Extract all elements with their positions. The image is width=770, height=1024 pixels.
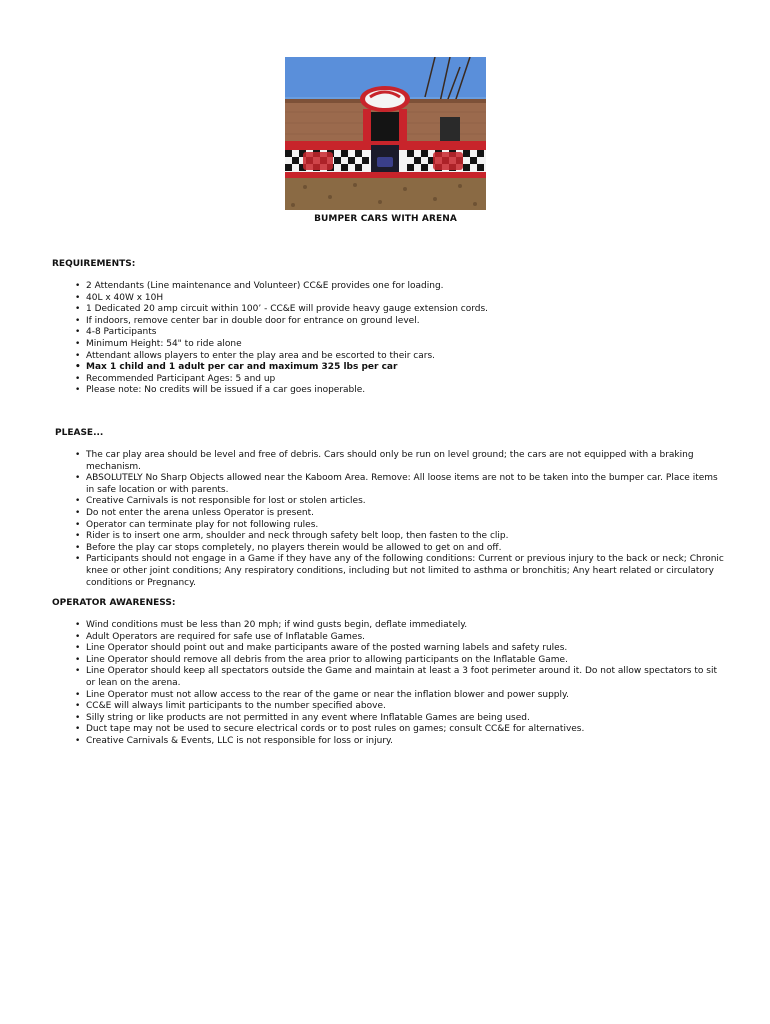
list-item: • If indoors, remove center bar in double door for entrance on ground level.: [75, 316, 725, 328]
photo-caption: BUMPER CARS WITH ARENA: [314, 214, 457, 224]
list-item: • Rider is to insert one arm, shoulder and neck through safety belt loop, then fasten to the clip.: [75, 531, 725, 543]
list-item: • Line Operator must not allow access to the rear of the game or near the inflation blower and power supply.: [75, 690, 725, 702]
list-item: • Adult Operators are required for safe use of Inflatable Games.: [75, 632, 725, 644]
list-item: • Silly string or like products are not permitted in any event where Inflatable Games are being used.: [75, 713, 725, 725]
list-item: • Creative Carnivals & Events, LLC is not responsible for loss or injury.: [75, 736, 725, 748]
list-item: • Operator can terminate play for not following rules.: [75, 520, 725, 532]
list-item: • Line Operator should point out and make participants aware of the posted warning labels and safety rules.: [75, 643, 725, 655]
bumper-cars-illustration: [285, 57, 486, 210]
list-item: • Line Operator should keep all spectators outside the Game and maintain at least a 3 foot perimeter around it. Do not allow spectators to sit or lean on the arena.: [75, 666, 725, 689]
list-item: • Attendant allows players to enter the play area and be escorted to their cars.: [75, 351, 725, 363]
bumper-cars-photo: [285, 57, 486, 210]
operator-list: [75, 620, 725, 748]
list-item: • Please note: No credits will be issued if a car goes inoperable.: [75, 385, 725, 397]
requirements-heading: REQUIREMENTS:: [52, 259, 136, 269]
list-item: • 2 Attendants (Line maintenance and Volunteer) CC&E provides one for loading.: [75, 281, 725, 293]
list-item: • Before the play car stops completely, no players therein would be allowed to get on and off.: [75, 543, 725, 555]
list-item: • ABSOLUTELY No Sharp Objects allowed near the Kaboom Area. Remove: All loose items are not to be taken into the bumper car. Place items in safe location or with parents.: [75, 473, 725, 496]
list-item: • Duct tape may not be used to secure electrical cords or to post rules on games; consult CC&E for alternatives.: [75, 724, 725, 736]
list-item: • Do not enter the arena unless Operator is present.: [75, 508, 725, 520]
list-item: • Wind conditions must be less than 20 mph; if wind gusts begin, deflate immediately.: [75, 620, 725, 632]
please-heading: PLEASE...: [55, 428, 104, 438]
list-item: • 1 Dedicated 20 amp circuit within 100’ - CC&E will provide heavy gauge extension cords.: [75, 304, 725, 316]
requirements-list: [75, 281, 725, 397]
list-item-emphasis: • Max 1 child and 1 adult per car and maximum 325 lbs per car: [75, 362, 725, 374]
list-item: • 4-8 Participants: [75, 327, 725, 339]
operator-heading: OPERATOR AWARENESS:: [52, 598, 176, 608]
list-item: • The car play area should be level and free of debris. Cars should only be run on level ground; the cars are not equipped with a braking mechanism.: [75, 450, 725, 473]
list-item: • Participants should not engage in a Game if they have any of the following conditions: Current or previous injury to the back or neck; Chronic knee or other joint conditions; Any respiratory conditions, including but not limited to asthma or bronchitis; Any heart related or circulatory conditions or Pregnancy.: [75, 554, 725, 589]
list-item: • Creative Carnivals is not responsible for lost or stolen articles.: [75, 496, 725, 508]
list-item: • Minimum Height: 54" to ride alone: [75, 339, 725, 351]
please-list: [75, 450, 725, 589]
list-item: • Recommended Participant Ages: 5 and up: [75, 374, 725, 386]
list-item: • CC&E will always limit participants to the number specified above.: [75, 701, 725, 713]
list-item: • Line Operator should remove all debris from the area prior to allowing participants on the Inflatable Game.: [75, 655, 725, 667]
list-item: • 40L x 40W x 10H: [75, 293, 725, 305]
